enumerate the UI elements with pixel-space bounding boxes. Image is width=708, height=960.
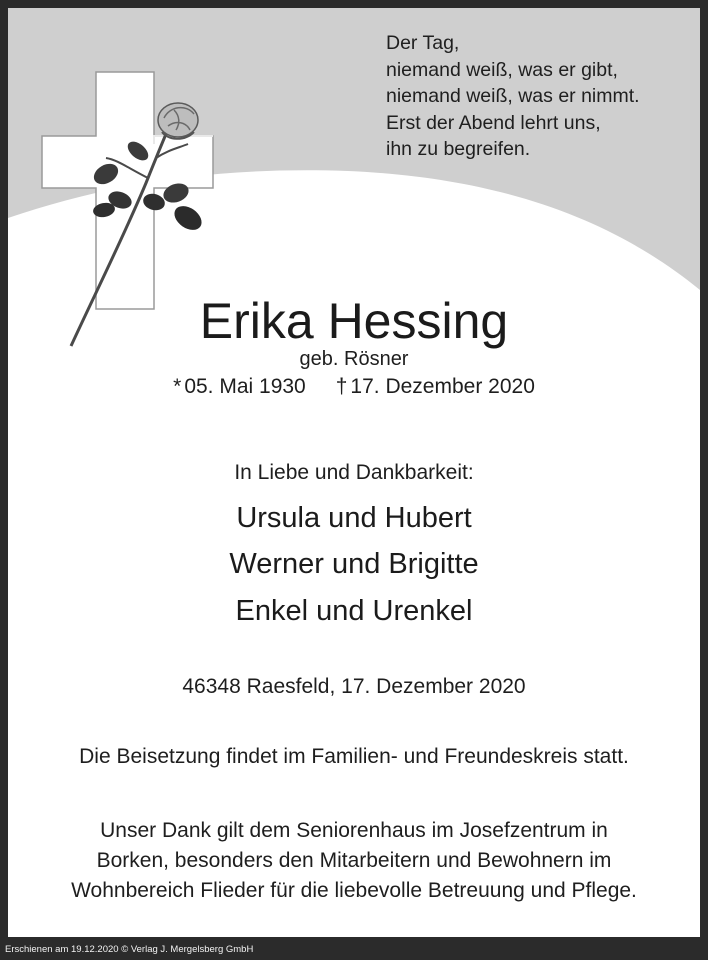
deceased-name: Erika Hessing: [199, 293, 509, 349]
publication-footer: Erschienen am 19.12.2020 © Verlag J. Mergelsberg GmbH: [5, 944, 254, 955]
burial-note: Die Beisetzung findet im Familien- und Freundeskreis statt.: [79, 745, 629, 768]
quote-line: Erst der Abend lehrt uns,: [386, 111, 601, 134]
birth-symbol: *: [173, 375, 182, 398]
death-date: 17. Dezember 2020: [350, 375, 535, 398]
gratitude-line: Borken, besonders den Mitarbeitern und Bewohnern im: [96, 849, 612, 872]
obituary-notice: [8, 8, 700, 937]
death-symbol: †: [335, 375, 348, 398]
gratitude-note: [8, 816, 700, 906]
quote-line: niemand weiß, was er gibt,: [386, 58, 618, 81]
place-and-date: 46348 Raesfeld, 17. Dezember 2020: [182, 675, 526, 698]
quote-line: niemand weiß, was er nimmt.: [386, 85, 640, 107]
quote-line: Der Tag,: [386, 32, 460, 54]
gratitude-line: Wohnbereich Flieder für die liebevolle Betreuung und Pflege.: [71, 879, 637, 902]
life-dates: [8, 373, 700, 401]
mourner-line: Werner und Brigitte: [229, 548, 479, 580]
mourner-line: Enkel und Urenkel: [235, 595, 473, 627]
quote-block: [386, 30, 640, 163]
thanks-intro: In Liebe und Dankbarkeit:: [234, 461, 474, 484]
birth-date: 05. Mai 1930: [184, 375, 306, 398]
mourner-line: Ursula und Hubert: [236, 502, 472, 534]
birth-name: geb. Rösner: [299, 348, 409, 370]
quote-line: ihn zu begreifen.: [386, 138, 531, 160]
gratitude-line: Unser Dank gilt dem Seniorenhaus im Josefzentrum in: [100, 819, 608, 842]
